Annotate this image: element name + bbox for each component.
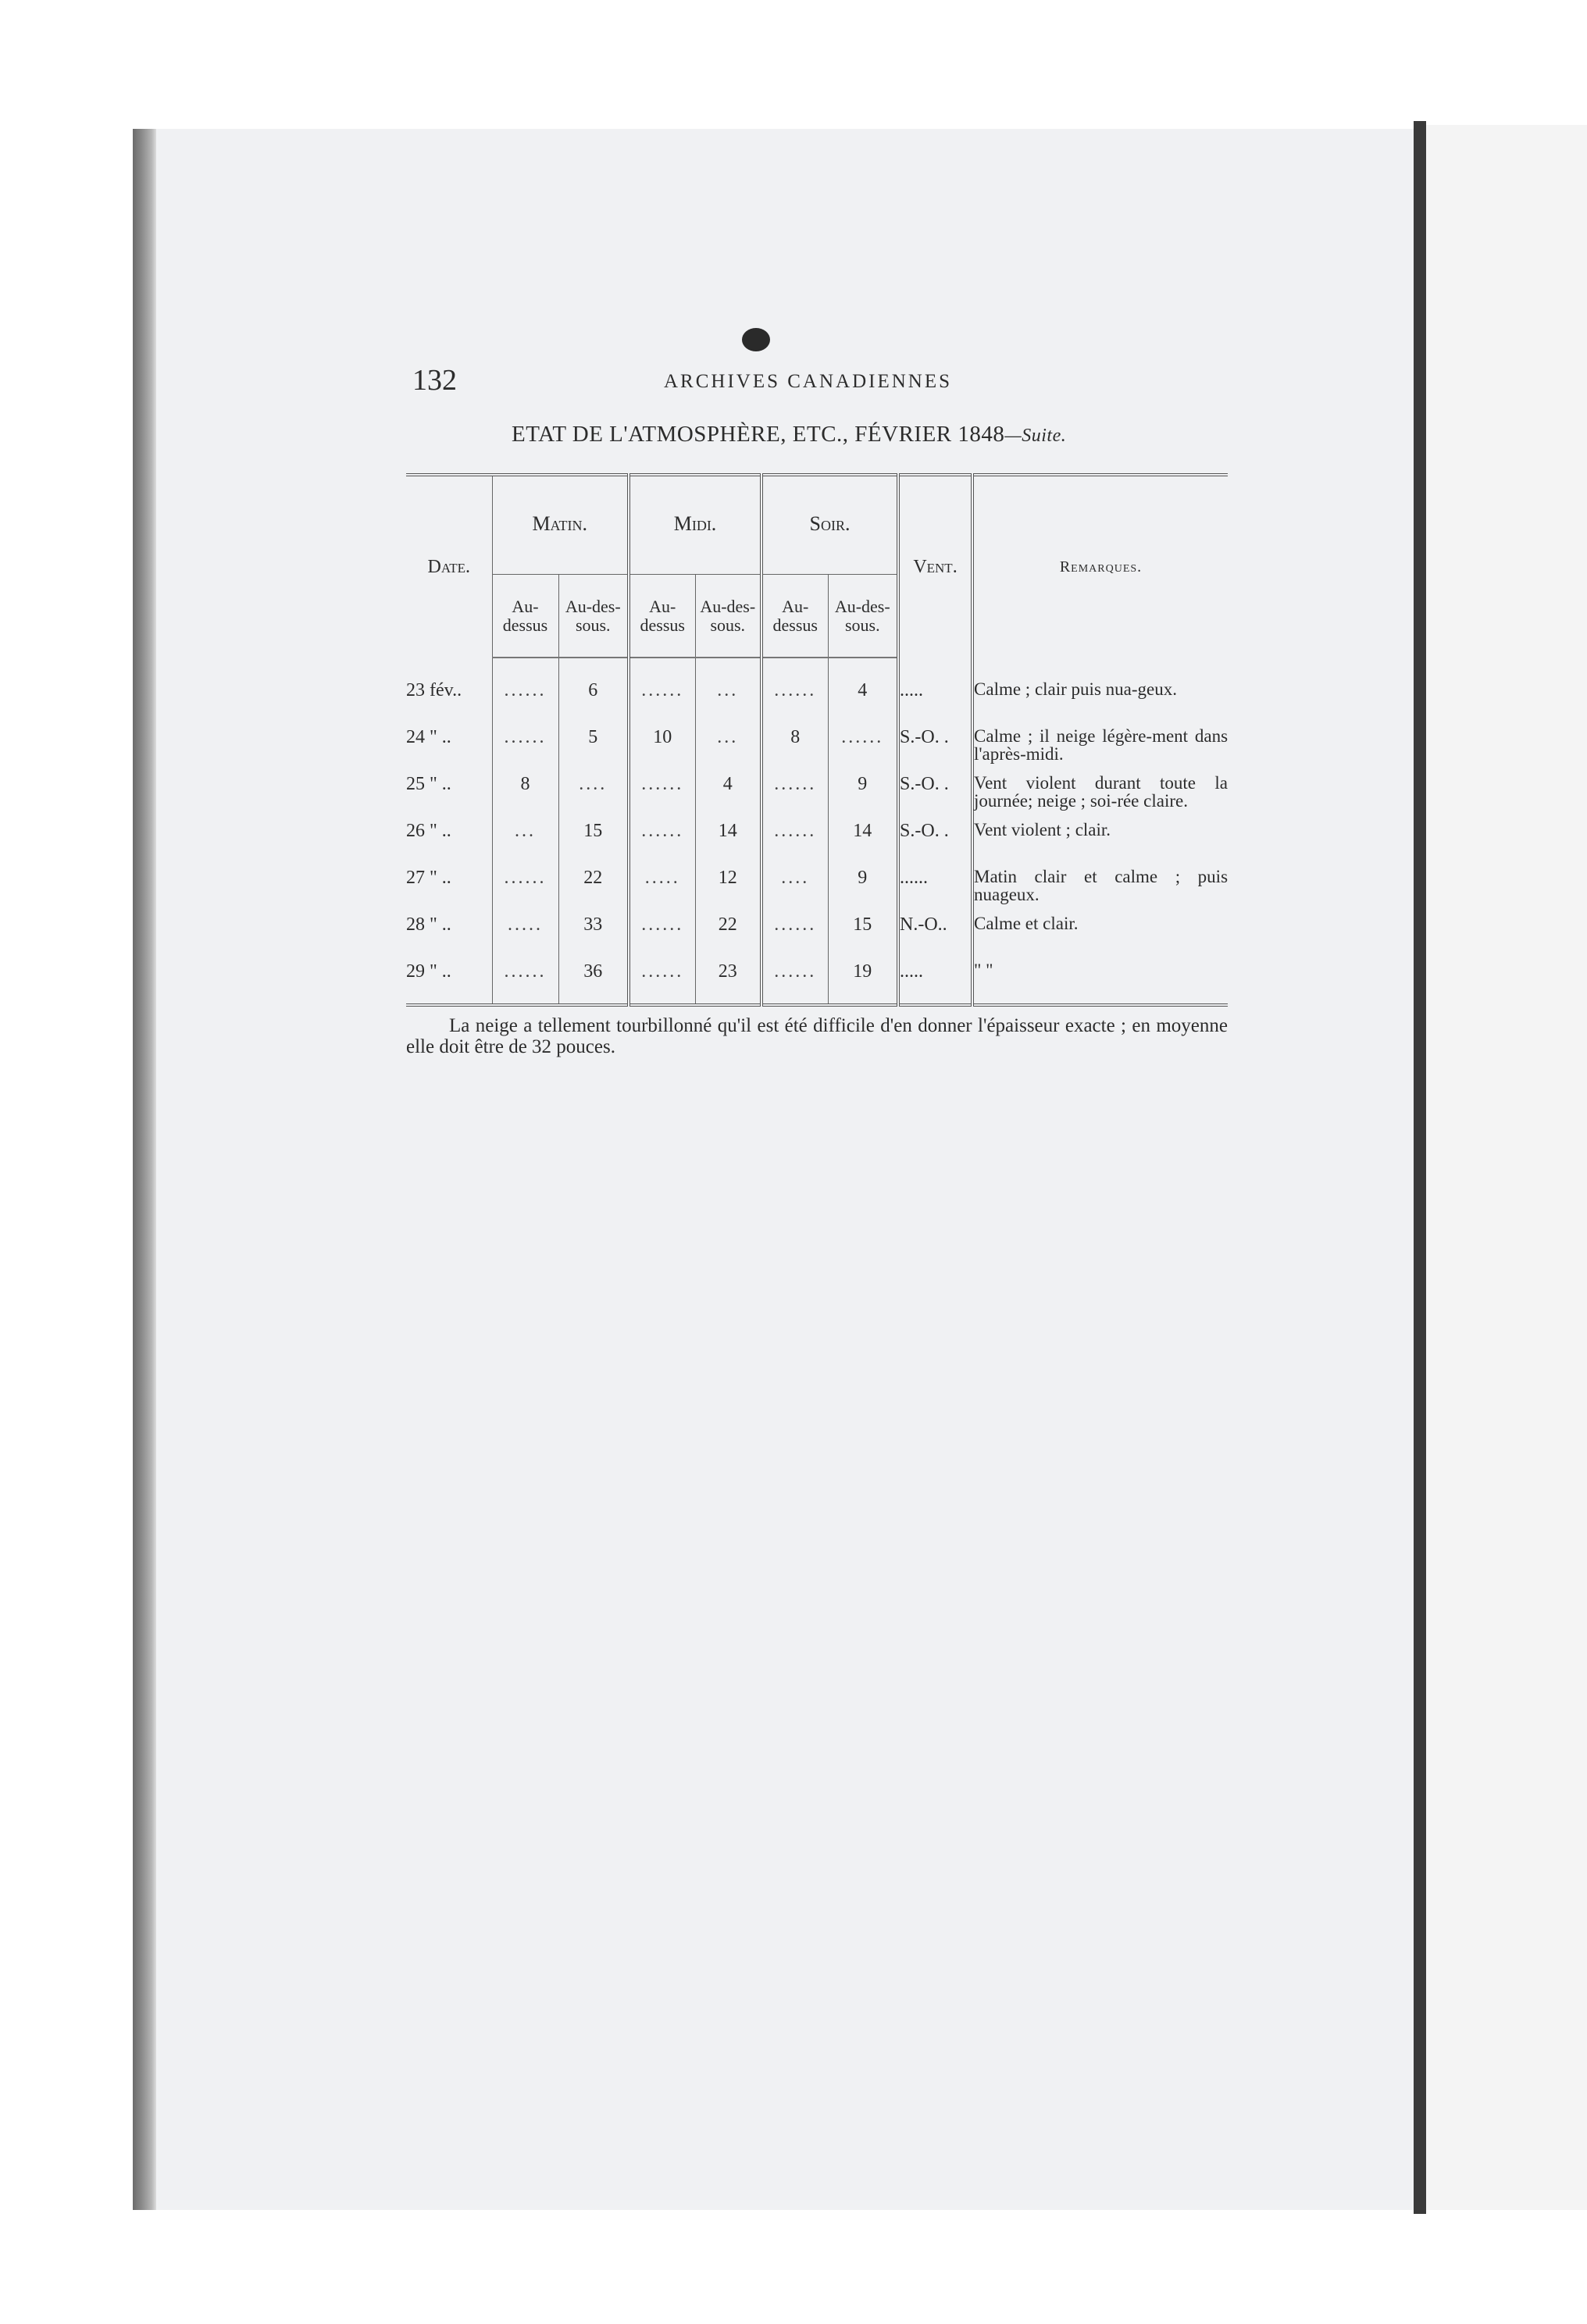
spacer-cell xyxy=(972,658,1228,675)
subheader-midi-dessus: Au-dessus xyxy=(629,575,695,658)
remarques-cell: Matin clair et calme ; puis nuageux. xyxy=(972,863,1228,910)
matin-dessous-cell: 6 xyxy=(558,675,629,722)
vent-cell: ...... xyxy=(898,863,972,910)
table-row xyxy=(406,957,1228,1005)
matin-dessus-cell: ...... xyxy=(492,863,558,910)
matin-dessous-cell: 15 xyxy=(558,816,629,863)
next-page-sliver xyxy=(1426,125,1587,2210)
date-cell: 23 fév.. xyxy=(406,680,462,700)
midi-dessus-cell: ...... xyxy=(629,957,695,1005)
midi-dessus-cell: ...... xyxy=(629,816,695,863)
midi-dessus-cell: 10 xyxy=(629,722,695,769)
header-matin-label: Matin. xyxy=(532,511,588,535)
soir-dessous-cell: 14 xyxy=(828,816,898,863)
midi-dessus-cell: ...... xyxy=(629,675,695,722)
soir-dessus-cell: .... xyxy=(761,863,828,910)
soir-dessous-cell: ...... xyxy=(828,722,898,769)
remarques-cell: Vent violent ; clair. xyxy=(972,816,1228,863)
subheader-midi-dessous: Au-des-sous. xyxy=(695,575,761,658)
spacer-cell xyxy=(492,658,558,675)
spacer-cell xyxy=(898,658,972,675)
table-row xyxy=(406,722,1228,769)
header-midi-label: Midi. xyxy=(673,511,717,535)
header-remarques: Remarques. xyxy=(972,475,1228,658)
table-row xyxy=(406,816,1228,863)
matin-dessous-cell: 36 xyxy=(558,957,629,1005)
midi-dessus-cell: ...... xyxy=(629,910,695,957)
spacer-cell xyxy=(761,658,828,675)
table-title-suffix: —Suite. xyxy=(1004,426,1067,446)
remarques-cell: Calme ; il neige légère-ment dans l'après-midi. xyxy=(972,722,1228,769)
soir-dessus-cell: ...... xyxy=(761,675,828,722)
midi-dessous-cell: ... xyxy=(695,722,761,769)
vent-cell: ..... xyxy=(898,675,972,722)
date-cell: 27 " .. xyxy=(406,868,451,888)
matin-dessous-cell: 22 xyxy=(558,863,629,910)
subheader-matin-dessous: Au-des-sous. xyxy=(558,575,629,658)
table-body xyxy=(406,658,1228,1005)
table-row xyxy=(406,863,1228,910)
soir-dessus-cell: 8 xyxy=(761,722,828,769)
midi-dessous-cell: 14 xyxy=(695,816,761,863)
soir-dessous-cell: 19 xyxy=(828,957,898,1005)
remarques-cell: Calme ; clair puis nua-geux. xyxy=(972,675,1228,722)
soir-dessous-cell: 9 xyxy=(828,769,898,816)
running-head: ARCHIVES CANADIENNES xyxy=(664,371,953,392)
matin-dessus-cell: ...... xyxy=(492,675,558,722)
page-edge-shadow xyxy=(1414,121,1426,2214)
matin-dessus-cell: ... xyxy=(492,816,558,863)
matin-dessous-cell: .... xyxy=(558,769,629,816)
midi-dessus-cell: ..... xyxy=(629,863,695,910)
table-title xyxy=(512,422,1066,447)
matin-dessous-cell: 5 xyxy=(558,722,629,769)
vent-cell: N.-O.. xyxy=(898,910,972,957)
header-date: Date. xyxy=(427,556,470,577)
book-spine-shadow xyxy=(133,129,156,2210)
spacer-cell xyxy=(695,658,761,675)
soir-dessous-cell: 4 xyxy=(828,675,898,722)
vent-cell: S.-O. . xyxy=(898,769,972,816)
date-cell: 29 " .. xyxy=(406,961,451,982)
matin-dessus-cell: 8 xyxy=(492,769,558,816)
date-cell: 25 " .. xyxy=(406,774,451,794)
soir-dessus-cell: ...... xyxy=(761,769,828,816)
remarques-cell: Vent violent durant toute la journée; neige ; soi-rée claire. xyxy=(972,769,1228,816)
subheader-soir-dessous: Au-des-sous. xyxy=(828,575,898,658)
soir-dessus-cell: ...... xyxy=(761,957,828,1005)
subheader-matin-dessus: Au-dessus xyxy=(492,575,558,658)
matin-dessus-cell: ..... xyxy=(492,910,558,957)
midi-dessous-cell: 22 xyxy=(695,910,761,957)
spacer-cell xyxy=(406,658,492,675)
midi-dessus-cell: ...... xyxy=(629,769,695,816)
remarques-cell: " " xyxy=(972,957,1228,1005)
footnote: La neige a tellement tourbillonné qu'il est été difficile d'en donner l'épaisseur exacte ; en moyenne elle doit être de 32 pouces. xyxy=(406,1015,1228,1057)
vent-cell: S.-O. . xyxy=(898,816,972,863)
table-title-text: ETAT DE L'ATMOSPHÈRE, ETC., FÉVRIER 1848 xyxy=(512,422,1005,447)
header-matin xyxy=(492,475,629,575)
matin-dessous-cell: 33 xyxy=(558,910,629,957)
date-cell: 26 " .. xyxy=(406,821,451,841)
spacer-cell xyxy=(558,658,629,675)
header-soir xyxy=(761,475,898,575)
midi-dessous-cell: 12 xyxy=(695,863,761,910)
date-cell: 28 " .. xyxy=(406,914,451,935)
table-row xyxy=(406,910,1228,957)
matin-dessus-cell: ...... xyxy=(492,722,558,769)
weather-table xyxy=(406,473,1228,1007)
soir-dessous-cell: 15 xyxy=(828,910,898,957)
matin-dessus-cell: ...... xyxy=(492,957,558,1005)
soir-dessous-cell: 9 xyxy=(828,863,898,910)
midi-dessous-cell: 4 xyxy=(695,769,761,816)
subheader-soir-dessus: Au-dessus xyxy=(761,575,828,658)
midi-dessous-cell: 23 xyxy=(695,957,761,1005)
spacer-cell xyxy=(629,658,695,675)
table-row xyxy=(406,769,1228,816)
ink-blot xyxy=(742,328,770,351)
remarques-cell: Calme et clair. xyxy=(972,910,1228,957)
header-midi xyxy=(629,475,761,575)
spacer-cell xyxy=(828,658,898,675)
table-spacer xyxy=(406,658,1228,675)
page-number: 132 xyxy=(412,364,457,397)
table-row xyxy=(406,675,1228,722)
soir-dessus-cell: ...... xyxy=(761,910,828,957)
date-cell: 24 " .. xyxy=(406,727,451,747)
midi-dessous-cell: ... xyxy=(695,675,761,722)
header-soir-label: Soir. xyxy=(809,511,851,535)
soir-dessus-cell: ...... xyxy=(761,816,828,863)
vent-cell: S.-O. . xyxy=(898,722,972,769)
vent-cell: ..... xyxy=(898,957,972,1005)
header-vent: Vent. xyxy=(898,475,972,658)
